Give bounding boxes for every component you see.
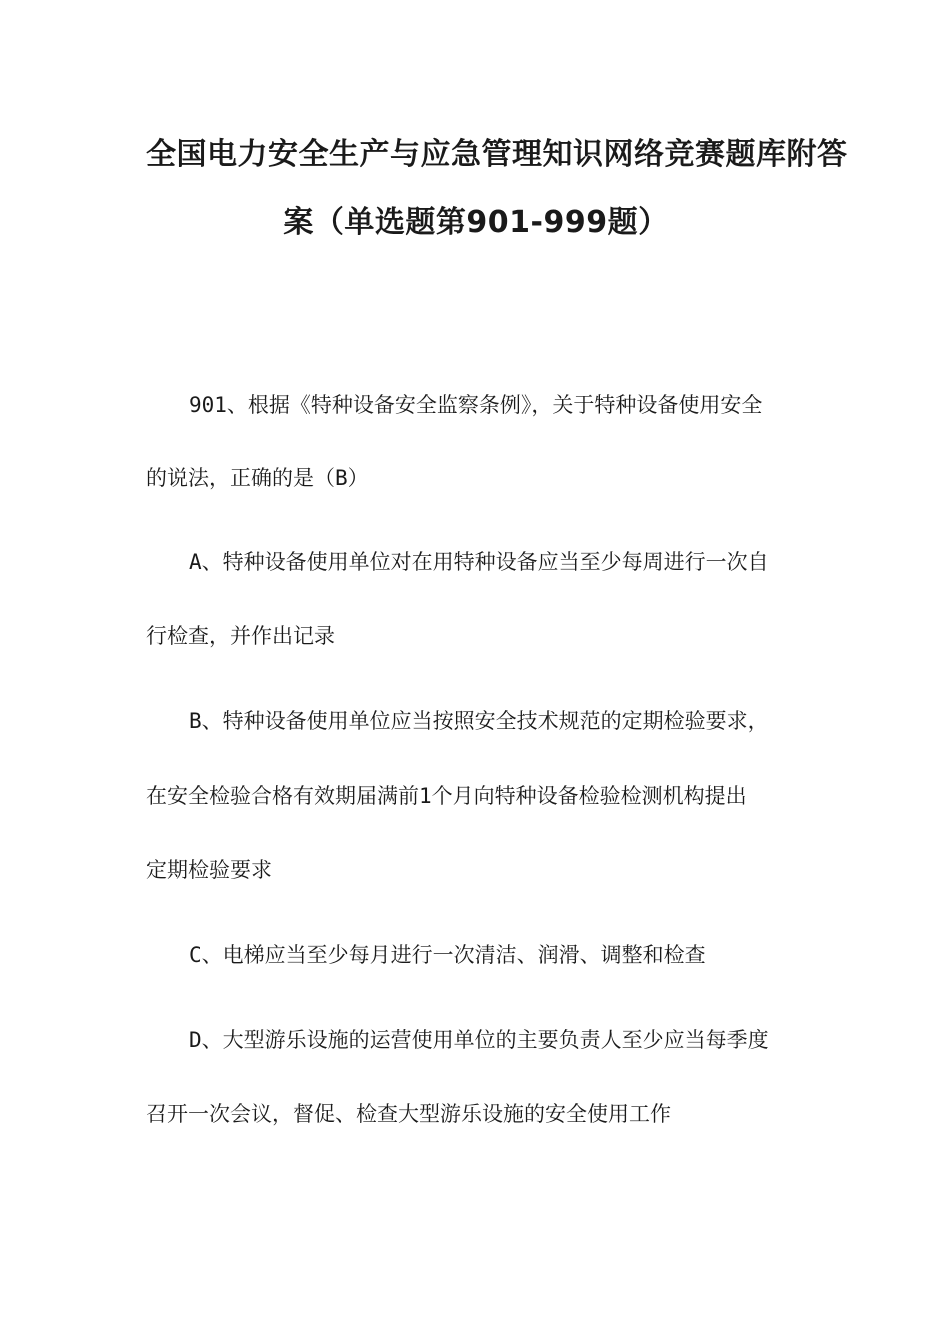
question-text-line-1: 901、根据《特种设备安全监察条例》，关于特种设备使用安全	[189, 393, 763, 417]
option-d-line-2: 召开一次会议，督促、检查大型游乐设施的安全使用工作	[146, 1102, 671, 1126]
option-d-line-1: D、大型游乐设施的运营使用单位的主要负责人至少应当每季度	[189, 1028, 769, 1052]
option-b-line-2: 在安全检验合格有效期届满前1个月向特种设备检验检测机构提出	[146, 784, 747, 808]
question-text-line-2: 的说法，正确的是（B）	[146, 466, 369, 490]
option-b-line-1: B、特种设备使用单位应当按照安全技术规范的定期检验要求，	[189, 709, 769, 733]
option-b-line-3: 定期检验要求	[146, 858, 272, 882]
document-title-line-2: 案（单选题第901-999题）	[283, 205, 669, 240]
option-a-line-2: 行检查，并作出记录	[146, 624, 335, 648]
option-c-line-1: C、电梯应当至少每月进行一次清洁、润滑、调整和检查	[189, 943, 706, 967]
option-a-line-1: A、特种设备使用单位对在用特种设备应当至少每周进行一次自	[189, 550, 769, 574]
document-title-line-1: 全国电力安全生产与应急管理知识网络竞赛题库附答	[146, 137, 848, 172]
